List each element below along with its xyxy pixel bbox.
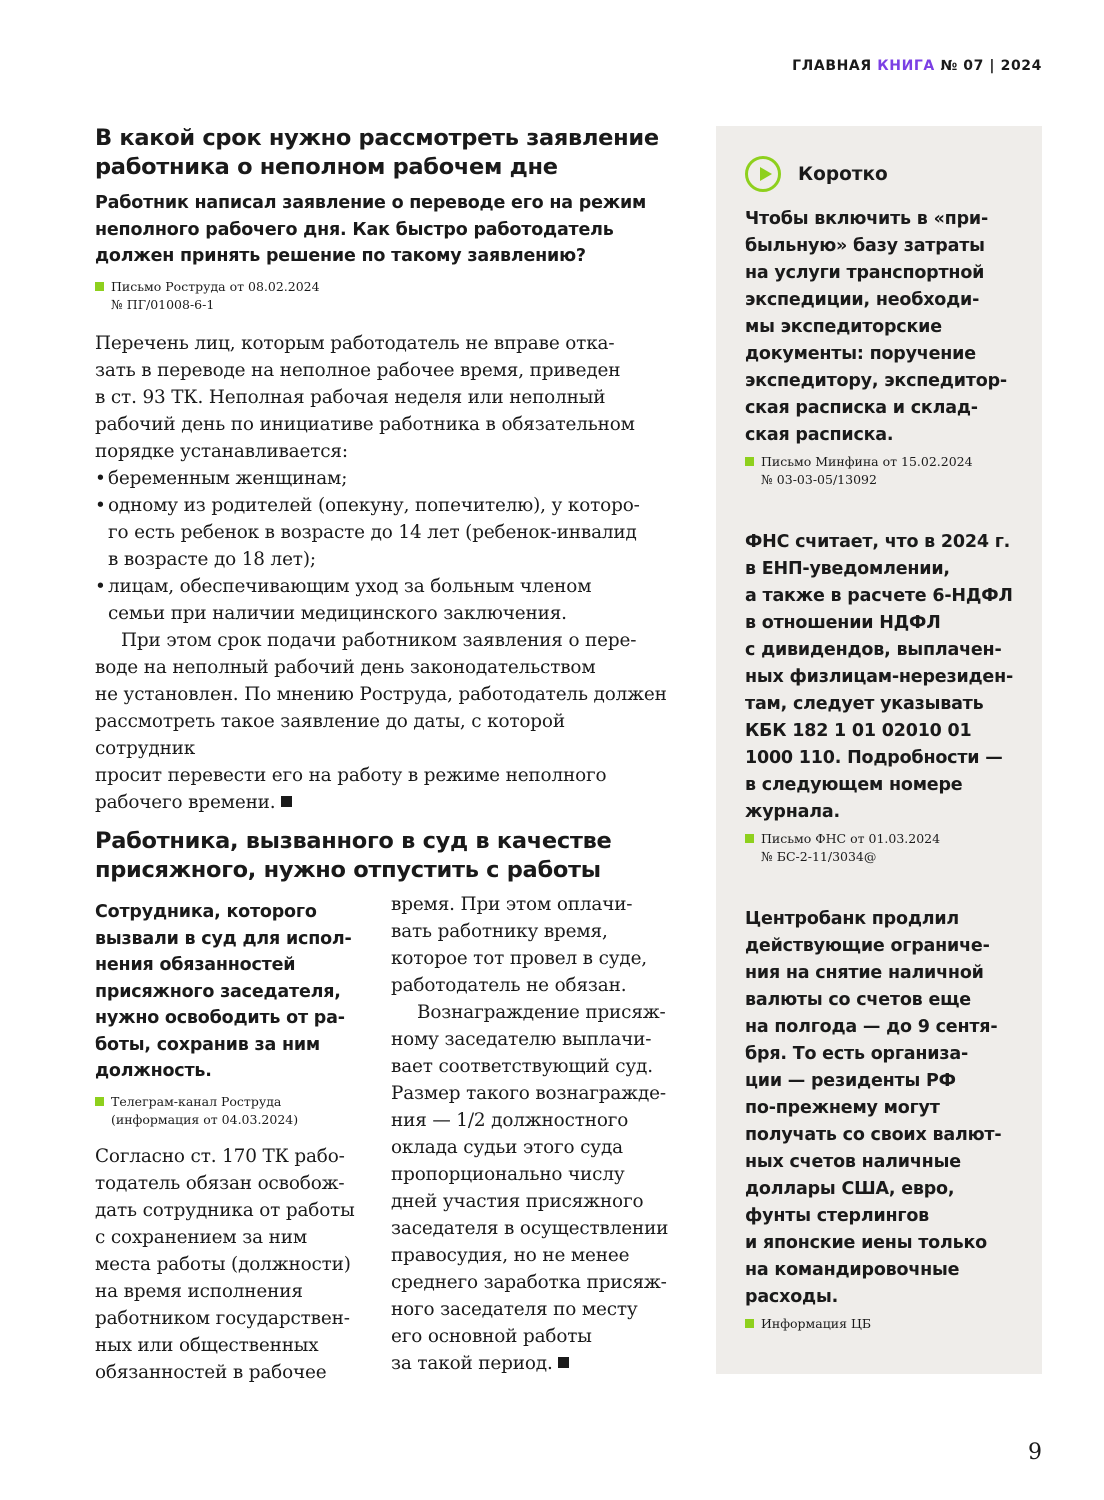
brief-note-3-source: Информация ЦБ — [745, 1315, 1018, 1333]
article-part-time — [95, 124, 667, 816]
article1-para2: При этом срок подачи работником заявления о пере- воде на неполный рабочий день законодательством не установлен. По мнению Роструда, работодатель должен рассмотреть такое заявление до даты, с которой сотрудник просит перевести его на работу в режиме неполного рабочего времени. — [95, 629, 667, 813]
issue-number: № 07 | 2024 — [940, 58, 1042, 74]
source-marker-icon — [745, 834, 754, 843]
brief-note-1: Чтобы включить в «при- быльную» базу затраты на услуги транспортной экспедиции, необходи- мы экспедиторские документы: поручение экспедитору, экспедитор- ская расписка и склад- ская расписка. Письмо Минфина от 15.02.2024 № 03-03-05/13092 — [745, 206, 1018, 489]
end-of-article-icon — [558, 1357, 569, 1368]
brief-note-2-source: Письмо ФНС от 01.03.2024 № БС-2-11/3034@ — [745, 830, 1018, 866]
article2-column-right: время. При этом оплачи- вать работнику время, которое тот провел в суде, работодатель не обязан. Вознаграждение присяж- ному заседателю выплачи- вает соответствующий суд. Размер такого вознагражде- ния — 1/2 должностного оклада судьи этого суда пропорционально числу дней участия присяжного заседателя в осуществлении правосудия, но не менее среднего заработка присяж- ного заседателя по месту его основной работы за такой период. — [391, 894, 669, 1374]
article1-bullet-list — [95, 465, 667, 627]
brief-note-1-source: Письмо Минфина от 15.02.2024 № 03-03-05/13092 — [745, 453, 1018, 489]
article1-source: Письмо Роструда от 08.02.2024 № ПГ/01008-6-1 — [95, 278, 667, 314]
source-marker-icon — [745, 457, 754, 466]
article2-source: Телеграм-канал Роструда (информация от 04.03.2024) — [95, 1093, 370, 1129]
sidebar-title: Коротко — [798, 163, 888, 185]
article2-body-left: Согласно ст. 170 ТК рабо- тодатель обязан освобож- дать сотрудника от работы с сохранением за ним места работы (должности) на время исполнения работником государствен- ных или общественных обязанностей в рабочее — [95, 1145, 355, 1383]
source-marker-icon — [95, 282, 104, 291]
list-item: • одному из родителей (опекуну, попечителю), у которо- го есть ребенок в возрасте до 14 лет (ребенок-инвалид в возрасте до 18 лет); — [95, 492, 667, 573]
brand-part-1: ГЛАВНАЯ — [792, 58, 872, 74]
article1-title: В какой срок нужно рассмотреть заявление работника о неполном рабочем дне — [95, 125, 659, 180]
page-number: 9 — [1028, 1440, 1042, 1465]
article2-lead: Сотрудника, которого вызвали в суд для испол- нения обязанностей присяжного заседателя, нужно освободить от ра- боты, сохранив за ним должность. — [95, 902, 352, 1081]
article2-title: Работника, вызванного в суд в качестве присяжного, нужно отпустить с работы — [95, 828, 612, 883]
article1-body — [95, 330, 667, 816]
article-jury-duty — [95, 827, 669, 1383]
source-marker-icon — [745, 1319, 754, 1328]
end-of-article-icon — [281, 796, 292, 807]
running-header — [792, 58, 1042, 74]
list-item: • беременным женщинам; — [95, 465, 667, 492]
article1-para1: Перечень лиц, которым работодатель не вправе отка- зать в переводе на неполное рабочее время, приведен в ст. 93 ТК. Неполная рабочая неделя или неполный рабочий день по инициативе работника в обязательном порядке устанавливается: — [95, 332, 635, 462]
brief-note-3: Центробанк продлил действующие ограниче- ния на снятие наличной валюты со счетов еще на полгода — до 9 сентя- бря. То есть организа- ции — резиденты РФ по-прежнему могут получать со своих валют- ных счетов наличные доллары США, евро, фунты стерлингов и японские иены только на командировочные расходы. Информация ЦБ — [745, 906, 1018, 1333]
source-marker-icon — [95, 1097, 104, 1106]
sidebar-briefly — [716, 126, 1042, 1374]
sidebar-header — [745, 154, 1018, 194]
brand-part-2: КНИГА — [877, 58, 935, 74]
brief-note-2: ФНС считает, что в 2024 г. в ЕНП-уведомлении, а также в расчете 6-НДФЛ в отношении НДФЛ с дивидендов, выплачен- ных физлицам-нерезиден- там, следует указывать КБК 182 1 01 02010 01 1000 110. Подробности — в следующем номере журнала. Письмо ФНС от 01.03.2024 № БС-2-11/3034@ — [745, 529, 1018, 866]
article2-column-left — [95, 891, 370, 1386]
article1-lead: Работник написал заявление о переводе его на режим неполного рабочего дня. Как быстро работодатель должен принять решение по такому заявлению? — [95, 193, 647, 266]
play-icon — [745, 156, 781, 192]
list-item: • лицам, обеспечивающим уход за больным членом семьи при наличии медицинского заключения. — [95, 573, 667, 627]
